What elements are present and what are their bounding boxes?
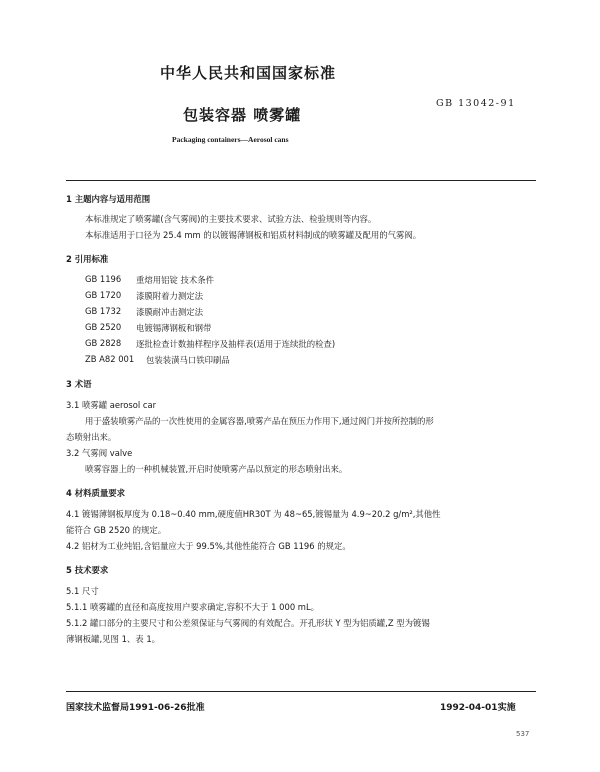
section-2-heading: 2 引用标准 — [66, 254, 109, 264]
clause-5-1-2-line-1: 5.1.2 罐口部分的主要尺寸和公差须保证与气雾阀的有效配合。开孔形状 Y 型为铝质罐,Z 型为镀锡 — [66, 618, 430, 628]
reference-title: 电镀锡薄钢板和钢带 — [136, 323, 212, 333]
reference-code: GB 1196 — [85, 274, 122, 284]
reference-code: GB 1732 — [85, 306, 122, 316]
reference-title: 漆膜耐冲击测定法 — [136, 307, 203, 317]
national-standard-heading: 中华人民共和国国家标准 — [159, 64, 336, 82]
clause-4-1-line-2: 能符合 GB 2520 的规定。 — [66, 525, 167, 535]
approval-note: 国家技术监督局1991-06-26批准 — [66, 703, 205, 713]
reference-title: 重熔用铝锭 技术条件 — [136, 275, 215, 285]
clause-5-1: 5.1 尺寸 — [66, 586, 99, 596]
term-3-1-heading: 3.1 喷雾罐 aerosol car — [66, 400, 157, 410]
section-3-heading: 3 术语 — [66, 379, 92, 389]
standard-code: GB 13042-91 — [436, 98, 516, 109]
reference-code: ZB A82 001 — [85, 354, 135, 364]
term-3-2-heading: 3.2 气雾阀 valve — [66, 448, 133, 458]
section-1-para-2: 本标准适用于口径为 25.4 mm 的以镀锡薄钢板和铝质材料制成的喷雾罐及配用的气雾阀。 — [85, 230, 422, 240]
term-3-1-def-line-1: 用于盛装喷雾产品的一次性使用的金属容器,喷雾产品在预压力作用下,通过阀门并按所控制的形 — [85, 416, 434, 426]
term-3-2-def-line-1: 喷雾容器上的一种机械装置,开启时使喷雾产品以预定的形态喷射出来。 — [85, 464, 348, 474]
section-5-heading: 5 技术要求 — [66, 565, 109, 575]
clause-5-1-2-line-2: 薄钢板罐,见图 1、表 1。 — [66, 634, 161, 644]
footer-rule — [66, 691, 536, 692]
reference-title: 漆膜附着力测定法 — [136, 291, 203, 301]
clause-4-1-line-1: 4.1 镀锡薄钢板厚度为 0.18~0.40 mm,硬度值HR30T 为 48~65,镀锡量为 4.9~20.2 g/m²,其他性 — [66, 509, 441, 519]
clause-4-2-line-1: 4.2 铝材为工业纯铝,含铝量应大于 99.5%,其他性能符合 GB 1196 的规定。 — [66, 541, 351, 551]
reference-title: 包装装潢马口铁印刷品 — [146, 355, 230, 365]
document-title-cn: 包装容器 喷雾罐 — [183, 106, 302, 124]
section-1-heading: 1 主题内容与适用范围 — [66, 194, 151, 204]
term-3-1-def-line-2: 态喷射出来。 — [66, 432, 117, 442]
reference-code: GB 2828 — [85, 338, 122, 348]
reference-code: GB 2520 — [85, 322, 122, 332]
clause-5-1-1: 5.1.1 喷雾罐的直径和高度按用户要求确定,容积不大于 1 000 mL。 — [66, 602, 320, 612]
reference-title: 逐批检查计数抽样程序及抽样表(适用于连续批的检查) — [136, 339, 336, 349]
reference-code: GB 1720 — [85, 290, 122, 300]
section-1-para-1: 本标准规定了喷雾罐(含气雾阀)的主要技术要求、试验方法、检验规则等内容。 — [85, 214, 377, 224]
document-title-en: Packaging containers—Aerosol cans — [172, 135, 289, 144]
page-number: 537 — [516, 730, 530, 738]
implementation-date: 1992-04-01实施 — [440, 703, 516, 713]
header-rule — [66, 180, 536, 181]
section-4-heading: 4 材料质量要求 — [66, 488, 125, 498]
